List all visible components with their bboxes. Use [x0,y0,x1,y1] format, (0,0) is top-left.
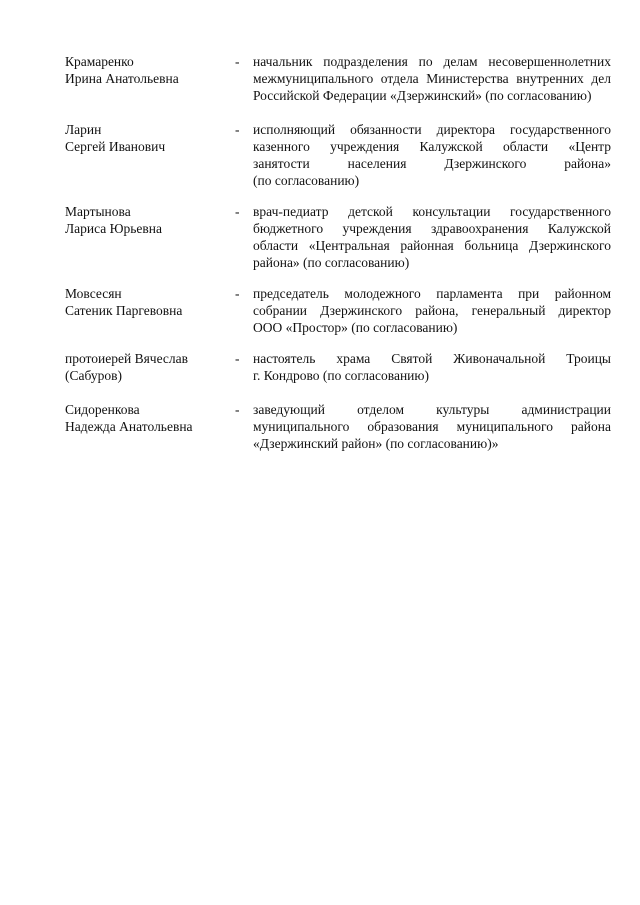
member-name [65,53,235,104]
member-role [253,203,611,271]
separator-dash: - [235,54,240,69]
member-given-names: Надежда Анатольевна [65,419,193,434]
member-entry-sidorenkova [65,401,611,452]
role-line: Российской Федерации «Дзержинский» (по согласованию) [253,88,592,103]
member-entry-kramarenko [65,53,611,104]
role-line: казенного учреждения Калужской области «Центр [253,139,611,154]
role-line: г. Кондрово (по согласованию) [253,368,429,383]
member-given-names: Лариса Юрьевна [65,221,163,236]
member-role [253,401,611,452]
role-line: ООО «Простор» (по согласованию) [253,320,458,335]
role-line: муниципального образования муниципального района [253,419,611,434]
member-surname: Крамаренко [65,54,134,69]
member-given-names: Сергей Иванович [65,139,166,154]
role-line: исполняющий обязанности директора государственного [253,122,611,137]
role-line: председатель молодежного парламента при районном [253,286,611,301]
member-entry-saburov [65,350,611,384]
role-line: «Дзержинский район» (по согласованию)» [253,436,499,451]
member-name [65,285,235,336]
member-surname: Сидоренкова [65,402,140,417]
member-surname: Мовсесян [65,286,122,301]
role-line: собрании Дзержинского района, генеральный директор [253,303,611,318]
role-line: врач-педиатр детской консультации государственного [253,204,611,219]
member-given-names: Ирина Анатольевна [65,71,179,86]
member-given-names: Сатеник Паргевовна [65,303,183,318]
separator-dash: - [235,402,240,417]
member-role [253,285,611,336]
member-title-name: протоиерей Вячеслав [65,351,189,366]
role-line: настоятель храма Святой Живоначальной Троицы [253,351,611,366]
role-line: района» (по согласованию) [253,255,410,270]
member-name [65,203,235,271]
member-entry-movsesyan [65,285,611,336]
member-name [65,121,235,189]
role-line: занятости населения Дзержинского района» [253,156,611,171]
member-surname: Ларин [65,122,102,137]
member-list [65,53,611,466]
member-name [65,401,235,452]
member-entry-martynova [65,203,611,271]
member-surname: (Сабуров) [65,368,122,383]
member-role [253,53,611,104]
role-line: заведующий отделом культуры администрации [253,402,611,417]
role-line: межмуниципального отдела Министерства внутренних дел [253,71,611,86]
member-role [253,121,611,189]
role-line: бюджетного учреждения здравоохранения Калужской [253,221,611,236]
separator-dash: - [235,351,240,366]
role-line: (по согласованию) [253,173,360,188]
separator-dash: - [235,286,240,301]
member-entry-larin [65,121,611,189]
member-surname: Мартынова [65,204,131,219]
member-role [253,350,611,384]
member-name [65,350,235,384]
role-line: области «Центральная районная больница Дзержинского [253,238,611,253]
separator-dash: - [235,204,240,219]
role-line: начальник подразделения по делам несовершеннолетних [253,54,611,69]
separator-dash: - [235,122,240,137]
